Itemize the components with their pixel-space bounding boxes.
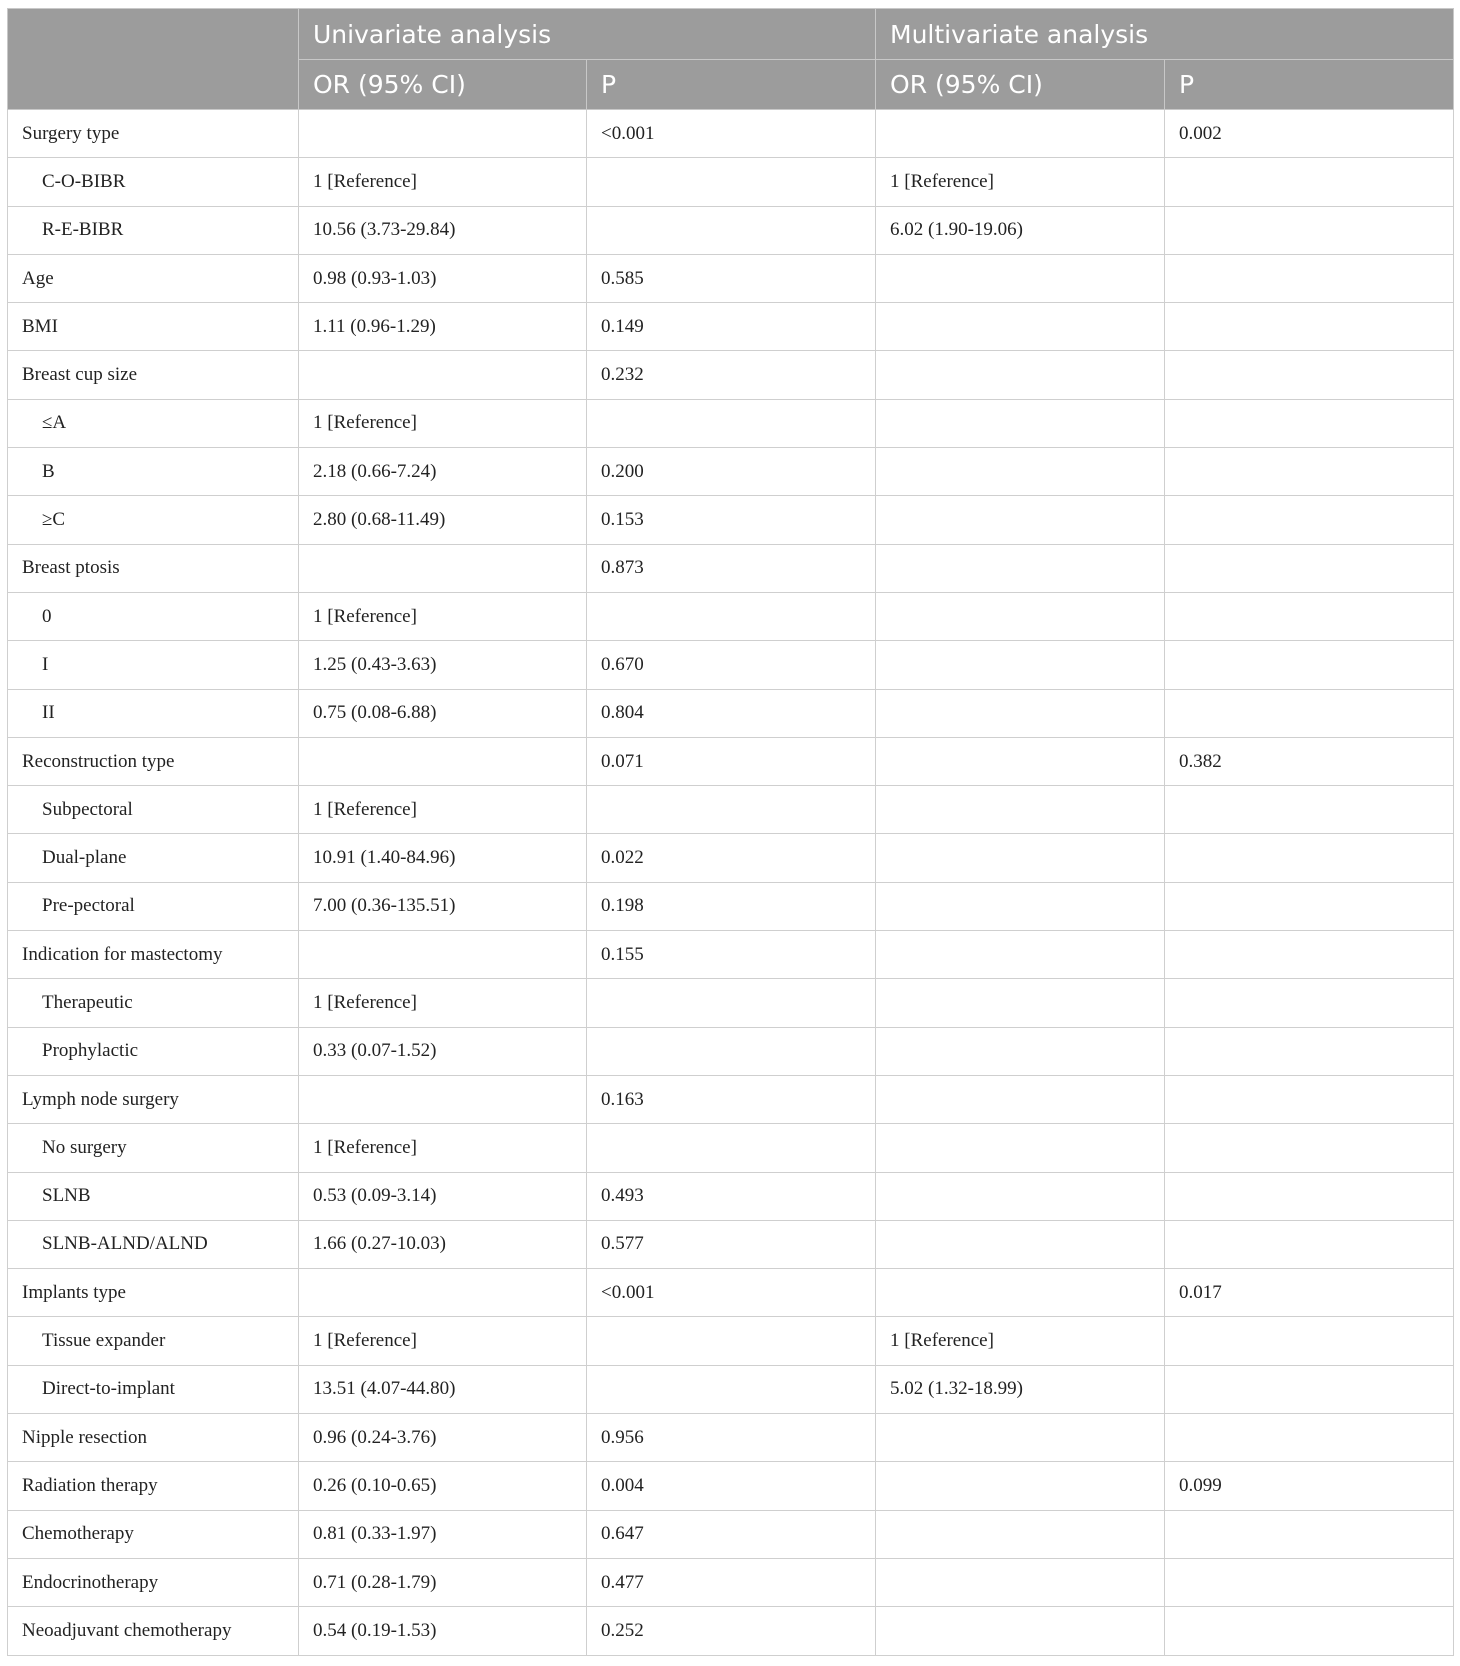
table-row [8,544,1454,592]
table-row [8,448,1454,496]
uni-p-cell: 0.670 [587,641,876,689]
uni-p-cell [587,206,876,254]
multi-p-cell [1165,1124,1454,1172]
multi-p-cell [1165,399,1454,447]
row-label-cell: Tissue expander [8,1317,299,1365]
multi-or-cell [876,254,1165,302]
multi-or-cell [876,1075,1165,1123]
uni-p-cell: 0.252 [587,1607,876,1655]
multi-p-cell [1165,496,1454,544]
multi-or-cell [876,882,1165,930]
uni-p-cell: 0.577 [587,1220,876,1268]
multi-or-cell [876,1124,1165,1172]
uni-or-cell [299,737,587,785]
row-label-cell: 0 [8,592,299,640]
multi-p-cell [1165,834,1454,882]
table-row [8,1365,1454,1413]
uni-p-cell: 0.232 [587,351,876,399]
uni-or-cell: 0.71 (0.28-1.79) [299,1558,587,1606]
multi-p-cell: 0.382 [1165,737,1454,785]
uni-p-cell: 0.149 [587,303,876,351]
row-label-cell: Radiation therapy [8,1462,299,1510]
multi-p-cell [1165,206,1454,254]
multi-or-cell [876,979,1165,1027]
uni-p-cell: 0.804 [587,689,876,737]
table-row [8,303,1454,351]
table-row [8,931,1454,979]
table-row [8,206,1454,254]
uni-p-cell: <0.001 [587,110,876,158]
multi-or-cell [876,786,1165,834]
multi-p-cell: 0.002 [1165,110,1454,158]
row-label-cell: Reconstruction type [8,737,299,785]
header-multi-p: P [1165,60,1454,110]
row-label-cell: II [8,689,299,737]
uni-p-cell [587,1317,876,1365]
row-label-cell: ≤A [8,399,299,447]
uni-p-cell: 0.004 [587,1462,876,1510]
uni-p-cell: 0.071 [587,737,876,785]
row-label-cell: Prophylactic [8,1027,299,1075]
multi-or-cell: 1 [Reference] [876,1317,1165,1365]
multi-p-cell [1165,592,1454,640]
multi-p-cell [1165,1510,1454,1558]
uni-or-cell: 1.66 (0.27-10.03) [299,1220,587,1268]
row-label-cell: Surgery type [8,110,299,158]
uni-or-cell: 2.80 (0.68-11.49) [299,496,587,544]
multi-p-cell [1165,1075,1454,1123]
multi-or-cell [876,592,1165,640]
multi-p-cell [1165,641,1454,689]
uni-p-cell: 0.585 [587,254,876,302]
uni-p-cell: 0.493 [587,1172,876,1220]
uni-or-cell: 0.26 (0.10-0.65) [299,1462,587,1510]
uni-p-cell: 0.200 [587,448,876,496]
row-label-cell: B [8,448,299,496]
table-row [8,1075,1454,1123]
table-body [8,110,1454,1656]
uni-or-cell: 10.56 (3.73-29.84) [299,206,587,254]
table-row [8,1414,1454,1462]
table-row [8,737,1454,785]
table-header [8,9,1454,110]
row-label-cell: Indication for mastectomy [8,931,299,979]
row-label-cell: Breast cup size [8,351,299,399]
row-label-cell: Breast ptosis [8,544,299,592]
multi-or-cell [876,737,1165,785]
table-row [8,1317,1454,1365]
multi-or-cell [876,1172,1165,1220]
header-uni-or: OR (95% CI) [299,60,587,110]
row-label-cell: R-E-BIBR [8,206,299,254]
header-uni-p: P [587,60,876,110]
uni-p-cell [587,399,876,447]
uni-or-cell [299,1269,587,1317]
uni-or-cell: 1.11 (0.96-1.29) [299,303,587,351]
uni-or-cell: 1 [Reference] [299,592,587,640]
row-label-cell: C-O-BIBR [8,158,299,206]
uni-p-cell: <0.001 [587,1269,876,1317]
multi-or-cell [876,399,1165,447]
row-label-cell: ≥C [8,496,299,544]
uni-or-cell: 0.98 (0.93-1.03) [299,254,587,302]
uni-or-cell [299,1075,587,1123]
uni-or-cell: 1.25 (0.43-3.63) [299,641,587,689]
multi-p-cell [1165,303,1454,351]
multi-p-cell [1165,544,1454,592]
multi-or-cell [876,351,1165,399]
multi-p-cell [1165,1365,1454,1413]
multi-or-cell [876,1414,1165,1462]
table-row [8,1124,1454,1172]
multi-or-cell [876,689,1165,737]
table-row [8,496,1454,544]
uni-p-cell [587,786,876,834]
multi-or-cell [876,448,1165,496]
header-blank-cell [8,9,299,110]
uni-or-cell: 13.51 (4.07-44.80) [299,1365,587,1413]
multi-or-cell [876,641,1165,689]
uni-p-cell: 0.163 [587,1075,876,1123]
uni-or-cell: 0.33 (0.07-1.52) [299,1027,587,1075]
multi-p-cell [1165,1172,1454,1220]
row-label-cell: Therapeutic [8,979,299,1027]
row-label-cell: Lymph node surgery [8,1075,299,1123]
table-row [8,1269,1454,1317]
uni-p-cell [587,1124,876,1172]
multi-or-cell [876,834,1165,882]
uni-or-cell: 1 [Reference] [299,786,587,834]
multi-p-cell [1165,1220,1454,1268]
odds-ratio-table [7,8,1454,1656]
multi-p-cell [1165,689,1454,737]
table-row [8,399,1454,447]
multi-p-cell [1165,1607,1454,1655]
multi-or-cell [876,1027,1165,1075]
multi-p-cell [1165,1027,1454,1075]
table-row [8,1220,1454,1268]
table-row [8,254,1454,302]
multi-p-cell: 0.017 [1165,1269,1454,1317]
multi-p-cell [1165,1414,1454,1462]
row-label-cell: No surgery [8,1124,299,1172]
row-label-cell: Endocrinotherapy [8,1558,299,1606]
multi-p-cell [1165,882,1454,930]
table-row [8,158,1454,206]
table-row [8,1510,1454,1558]
uni-or-cell: 7.00 (0.36-135.51) [299,882,587,930]
row-label-cell: SLNB [8,1172,299,1220]
uni-p-cell: 0.956 [587,1414,876,1462]
uni-p-cell: 0.477 [587,1558,876,1606]
uni-p-cell [587,1365,876,1413]
multi-or-cell [876,1510,1165,1558]
results-table-container [7,8,1453,1656]
uni-or-cell: 1 [Reference] [299,979,587,1027]
table-row [8,834,1454,882]
table-row [8,689,1454,737]
uni-p-cell [587,979,876,1027]
uni-or-cell: 1 [Reference] [299,1317,587,1365]
multi-p-cell [1165,979,1454,1027]
multi-p-cell [1165,448,1454,496]
table-row [8,592,1454,640]
header-row-groups [8,9,1454,60]
table-row [8,786,1454,834]
multi-or-cell [876,1269,1165,1317]
uni-p-cell: 0.647 [587,1510,876,1558]
row-label-cell: Age [8,254,299,302]
uni-p-cell: 0.155 [587,931,876,979]
uni-or-cell [299,931,587,979]
uni-p-cell [587,1027,876,1075]
uni-p-cell: 0.873 [587,544,876,592]
uni-or-cell: 0.81 (0.33-1.97) [299,1510,587,1558]
multi-or-cell [876,544,1165,592]
uni-or-cell: 0.54 (0.19-1.53) [299,1607,587,1655]
uni-or-cell: 0.53 (0.09-3.14) [299,1172,587,1220]
multi-p-cell [1165,254,1454,302]
uni-p-cell: 0.022 [587,834,876,882]
header-multivariate: Multivariate analysis [876,9,1454,60]
multi-p-cell: 0.099 [1165,1462,1454,1510]
uni-p-cell: 0.198 [587,882,876,930]
row-label-cell: Chemotherapy [8,1510,299,1558]
uni-or-cell [299,110,587,158]
multi-p-cell [1165,351,1454,399]
multi-or-cell: 5.02 (1.32-18.99) [876,1365,1165,1413]
uni-or-cell: 0.96 (0.24-3.76) [299,1414,587,1462]
table-row [8,979,1454,1027]
uni-or-cell: 1 [Reference] [299,1124,587,1172]
row-label-cell: Subpectoral [8,786,299,834]
multi-p-cell [1165,1317,1454,1365]
multi-or-cell [876,1607,1165,1655]
uni-p-cell: 0.153 [587,496,876,544]
row-label-cell: Direct-to-implant [8,1365,299,1413]
multi-p-cell [1165,786,1454,834]
uni-p-cell [587,592,876,640]
multi-or-cell [876,303,1165,351]
multi-or-cell [876,1220,1165,1268]
header-multi-or: OR (95% CI) [876,60,1165,110]
multi-or-cell [876,1558,1165,1606]
multi-p-cell [1165,158,1454,206]
table-row [8,1027,1454,1075]
uni-or-cell: 0.75 (0.08-6.88) [299,689,587,737]
table-row [8,882,1454,930]
uni-p-cell [587,158,876,206]
uni-or-cell: 2.18 (0.66-7.24) [299,448,587,496]
table-row [8,1558,1454,1606]
table-row [8,1462,1454,1510]
multi-or-cell [876,110,1165,158]
row-label-cell: Nipple resection [8,1414,299,1462]
table-row [8,1607,1454,1655]
multi-p-cell [1165,931,1454,979]
uni-or-cell: 10.91 (1.40-84.96) [299,834,587,882]
uni-or-cell [299,544,587,592]
table-row [8,351,1454,399]
uni-or-cell: 1 [Reference] [299,158,587,206]
multi-or-cell: 6.02 (1.90-19.06) [876,206,1165,254]
table-row [8,110,1454,158]
row-label-cell: SLNB-ALND/ALND [8,1220,299,1268]
multi-or-cell [876,1462,1165,1510]
row-label-cell: BMI [8,303,299,351]
multi-or-cell: 1 [Reference] [876,158,1165,206]
multi-or-cell [876,496,1165,544]
table-row [8,1172,1454,1220]
row-label-cell: I [8,641,299,689]
table-row [8,641,1454,689]
header-univariate: Univariate analysis [299,9,876,60]
row-label-cell: Pre-pectoral [8,882,299,930]
uni-or-cell: 1 [Reference] [299,399,587,447]
uni-or-cell [299,351,587,399]
row-label-cell: Implants type [8,1269,299,1317]
multi-p-cell [1165,1558,1454,1606]
row-label-cell: Dual-plane [8,834,299,882]
row-label-cell: Neoadjuvant chemotherapy [8,1607,299,1655]
multi-or-cell [876,931,1165,979]
